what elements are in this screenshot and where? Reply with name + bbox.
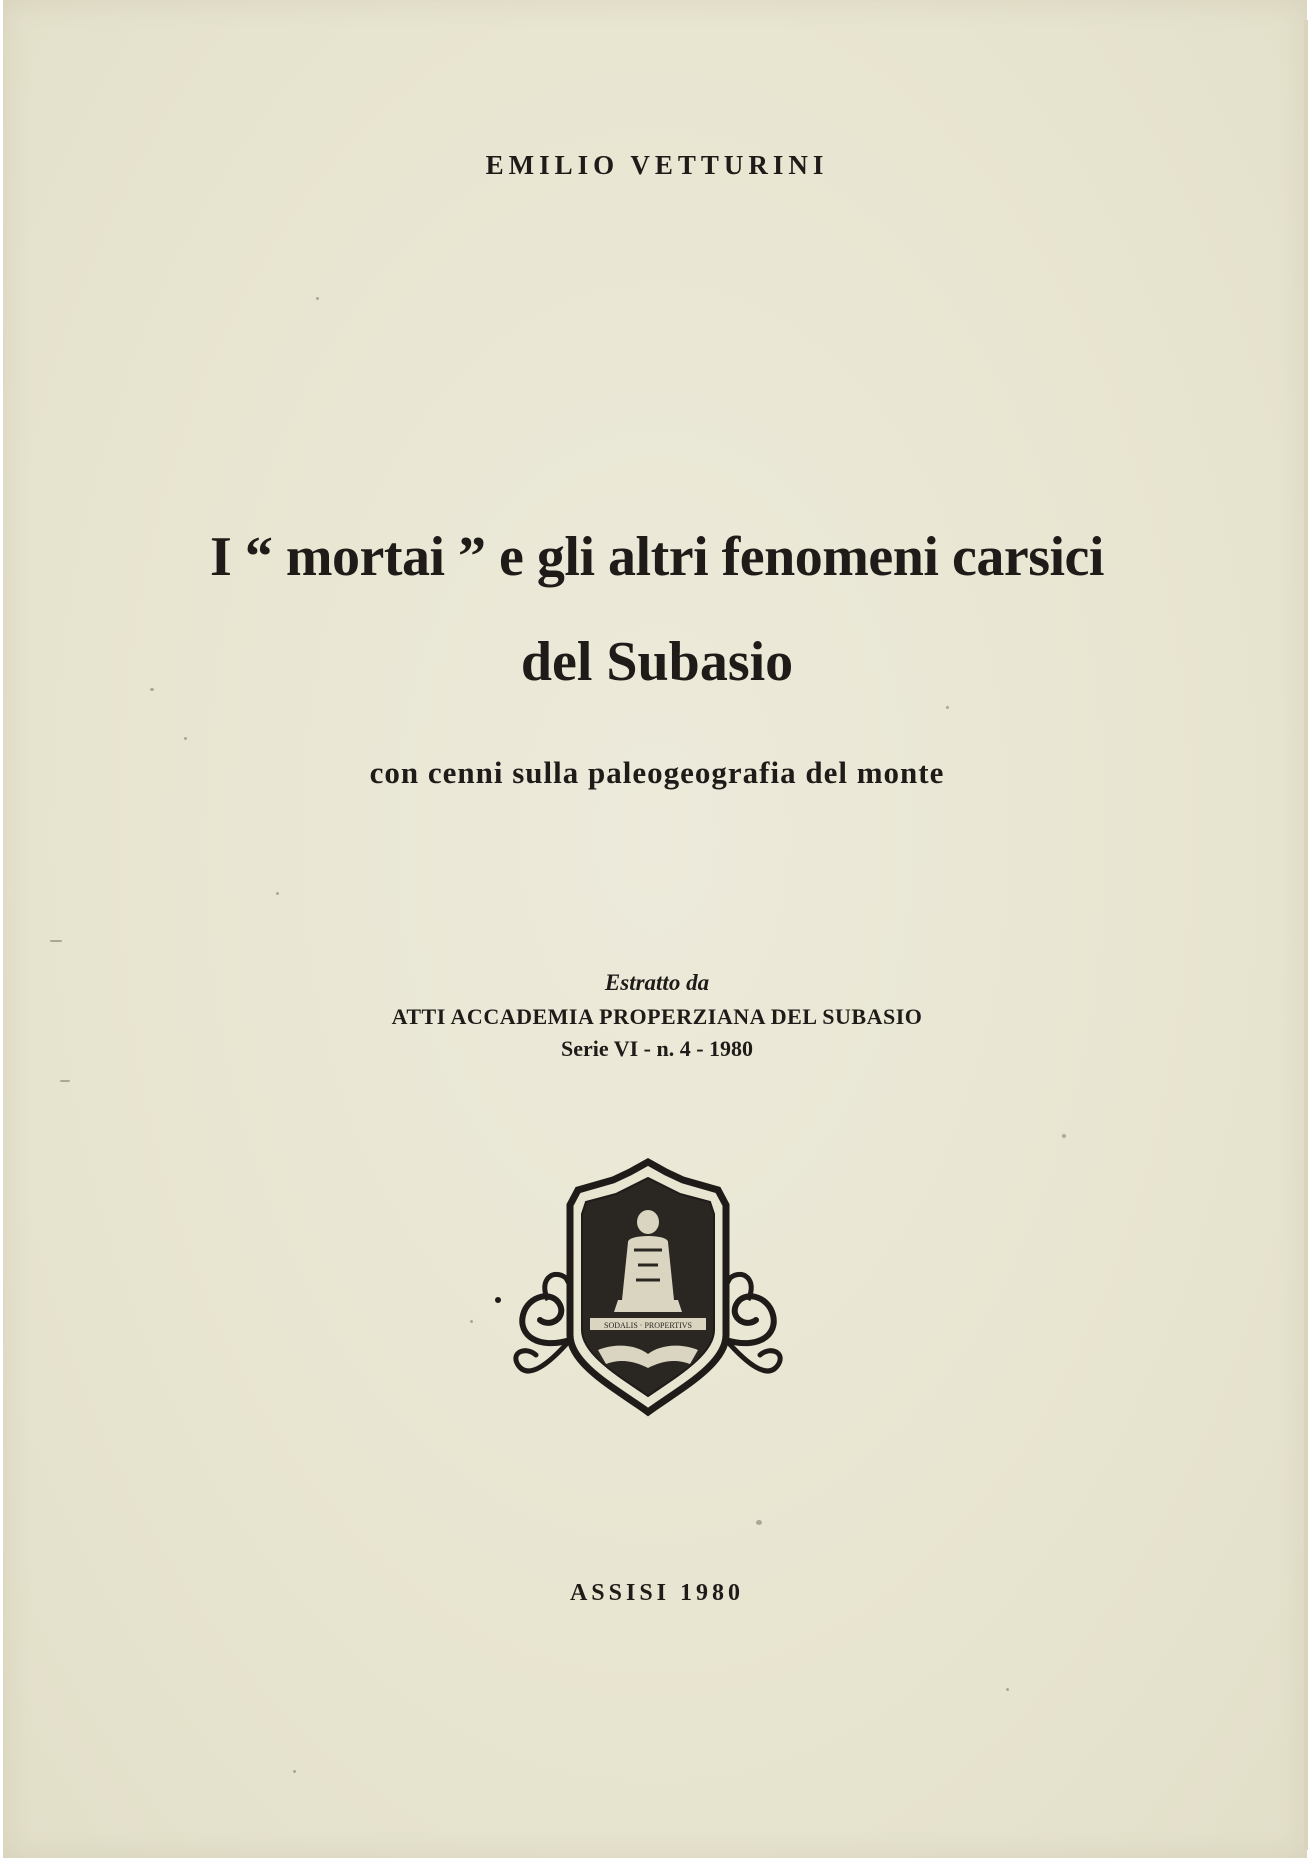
paper-edge xyxy=(1304,20,1308,1850)
paper-speck xyxy=(316,297,319,300)
paper-speck xyxy=(276,892,279,895)
paper-speck xyxy=(1006,1688,1009,1691)
paper-speck xyxy=(184,737,187,740)
author-name: EMILIO VETTURINI xyxy=(485,150,829,180)
paper-speck xyxy=(60,1080,70,1082)
academy-crest-icon xyxy=(478,1150,818,1420)
series-info: Serie VI - n. 4 - 1980 xyxy=(560,1036,754,1061)
paper-speck xyxy=(293,1770,296,1773)
title-line-2: del Subasio xyxy=(520,631,794,693)
paper-speck xyxy=(946,706,949,709)
title-line-1: I “ mortai ” e gli altri fenomeni carsici xyxy=(210,526,1104,588)
paper-speck xyxy=(756,1520,762,1525)
paper-speck xyxy=(1062,1134,1066,1138)
paper-speck xyxy=(470,1320,473,1323)
paper-speck xyxy=(50,940,62,942)
place-year: ASSISI 1980 xyxy=(569,1580,745,1606)
svg-text:SODALIS · PROPERTIVS: SODALIS · PROPERTIVS xyxy=(604,1321,692,1330)
subtitle: con cenni sulla paleogeografia del monte xyxy=(369,755,945,790)
extract-label: Estratto da xyxy=(604,970,710,995)
journal-name: ATTI ACCADEMIA PROPERZIANA DEL SUBASIO xyxy=(391,1004,923,1029)
